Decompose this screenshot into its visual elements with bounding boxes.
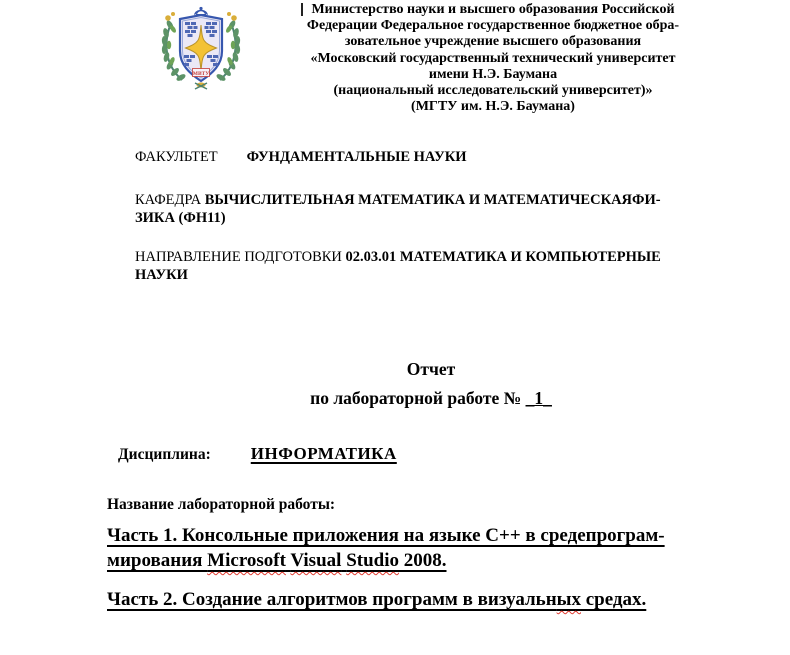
spellcheck-mark: ых <box>556 589 581 610</box>
emblem-motto: МВТУ <box>192 70 210 77</box>
program-value: 02.03.01 МАТЕМАТИКА И КОМПЬЮТЕРНЫЕ <box>345 249 661 265</box>
header-line: (национальный исследовательский университет)» <box>333 83 653 99</box>
header-line: Федерации Федеральное государственное бюджетное обра- <box>306 18 680 34</box>
program-label: НАПРАВЛЕНИЕ ПОДГОТОВКИ <box>135 249 346 265</box>
faculty-value: ФУНДАМЕНТАЛЬНЫЕ НАУКИ <box>246 149 467 165</box>
department-line-1 <box>135 191 661 209</box>
department-label: КАФЕДРА <box>135 192 205 208</box>
spellcheck-word-microsoft: Microsoft <box>207 550 286 571</box>
header-line: Министерство науки и высшего образования Российской <box>311 2 675 17</box>
department-value: ВЫЧИСЛИТЕЛЬНАЯ МАТЕМАТИКА И МАТЕМАТИЧЕСКАЯФИ- <box>204 192 661 208</box>
spellcheck-word-studio: Studio <box>346 550 399 571</box>
header-line: имени Н.Э. Баумана <box>428 66 558 82</box>
university-emblem-icon <box>155 4 247 96</box>
report-title: Отчет <box>406 359 456 379</box>
lab-part1-line1: Часть 1. Консольные приложения на языке C++ в средепрограм- <box>107 525 665 546</box>
header-line: (МГТУ им. Н.Э. Баумана) <box>411 99 575 115</box>
report-subtitle <box>135 388 727 409</box>
program-line-2: НАУКИ <box>135 267 188 283</box>
report-subtitle-text: по лабораторной работе № <box>310 388 526 408</box>
discipline-value: ИНФОРМАТИКА <box>250 444 397 463</box>
spellcheck-word-visual: Visual <box>290 550 342 571</box>
program-line-1 <box>135 248 661 266</box>
lab-name-label: Название лабораторной работы: <box>107 496 336 513</box>
lab-part2-line: Часть 2. Создание алгоритмов программ в визуальных средах. <box>107 589 647 610</box>
header-line: «Московский государственный технический университет <box>310 50 676 66</box>
discipline-label: Дисциплина: <box>118 446 211 463</box>
discipline-line <box>118 444 397 464</box>
faculty-line <box>135 148 467 166</box>
lab-part1-line2 <box>107 550 447 572</box>
lab-part1-line2-prefix: мирования <box>107 550 208 571</box>
faculty-label: ФАКУЛЬТЕТ <box>135 149 218 165</box>
header-line: зовательное учреждение высшего образования <box>344 34 642 50</box>
department-line-2: ЗИКА (ФН11) <box>135 210 226 226</box>
lab-part1-line2-suffix: 2008. <box>399 550 447 571</box>
university-header <box>283 2 703 115</box>
report-number: _1_ <box>525 388 552 408</box>
